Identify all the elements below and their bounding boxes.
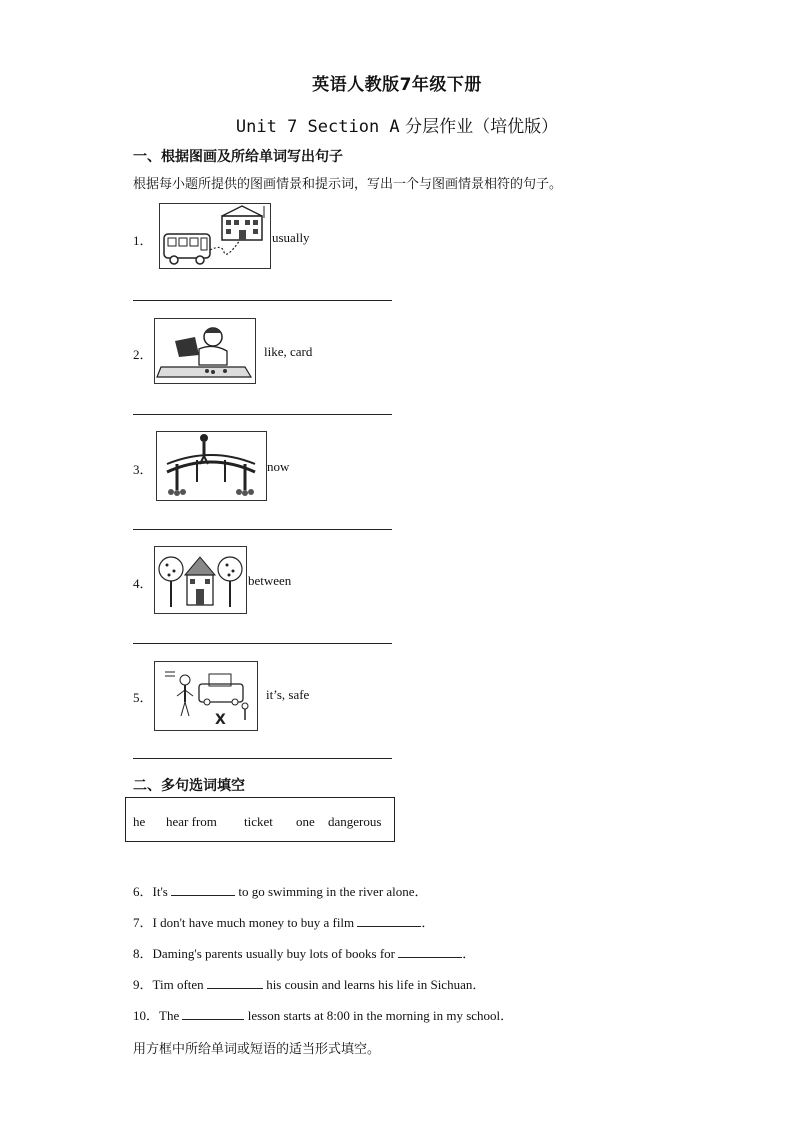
section2-heading: 二、多句选词填空 xyxy=(133,778,245,794)
fill-blank[interactable] xyxy=(207,977,263,989)
question-text: Daming's parents usually buy lots of books for xyxy=(152,946,399,961)
section1-heading: 一、根据图画及所给单词写出句子 xyxy=(133,149,343,165)
question-text: ． xyxy=(421,915,435,930)
question-number: 8． xyxy=(133,946,153,961)
question-number: 10． xyxy=(133,1008,160,1023)
question-9 xyxy=(133,974,485,993)
item-hint: it’s, safe xyxy=(266,687,310,702)
item-number: 4． xyxy=(133,576,153,591)
kids-crossing-road-picture xyxy=(154,661,258,731)
question-text: I don't have much money to buy a film xyxy=(152,915,358,930)
question-number: 6． xyxy=(133,884,153,899)
fill-blank[interactable] xyxy=(357,915,421,927)
fill-blank[interactable] xyxy=(182,1008,244,1020)
word-option: hear from xyxy=(166,814,217,829)
bus-to-school-picture xyxy=(159,203,271,269)
question-text: lesson starts at 8:00 in the morning in my school． xyxy=(244,1008,514,1023)
item-number: 1． xyxy=(133,233,153,248)
item-hint: between xyxy=(248,573,292,588)
subtitle-level: 分层作业（培优版） xyxy=(405,117,559,137)
subtitle-unit: Unit 7 Section A xyxy=(235,117,400,137)
page-subtitle xyxy=(0,112,794,137)
svg-text:X: X xyxy=(215,712,226,728)
answer-line[interactable] xyxy=(133,529,392,530)
boy-making-card-picture xyxy=(154,318,256,384)
item-number: 3． xyxy=(133,462,153,477)
question-text: Tim often xyxy=(152,977,207,992)
question-text: It's xyxy=(152,884,172,899)
question-text: his cousin and learns his life in Sichuan． xyxy=(262,977,486,992)
word-option: dangerous xyxy=(328,814,382,829)
section1-instruction: 根据每小题所提供的图画情景和提示词，写出一个与图画情景相符的句子。 xyxy=(133,177,563,192)
word-option: ticket xyxy=(244,814,273,829)
question-number: 9． xyxy=(133,977,153,992)
question-number: 7． xyxy=(133,915,153,930)
section2-footer: 用方框中所给单词或短语的适当形式填空。 xyxy=(133,1042,381,1057)
fill-blank[interactable] xyxy=(171,884,235,896)
item-hint: like, card xyxy=(264,344,313,359)
question-text: to go swimming in the river alone． xyxy=(235,884,428,899)
item-hint: now xyxy=(267,459,290,474)
answer-line[interactable] xyxy=(133,300,392,301)
word-option: he xyxy=(133,814,146,829)
question-text: ． xyxy=(462,946,476,961)
answer-line[interactable] xyxy=(133,758,392,759)
answer-line[interactable] xyxy=(133,643,392,644)
item-hint: usually xyxy=(272,230,310,245)
word-option: one xyxy=(296,814,315,829)
item-number: 5． xyxy=(133,690,153,705)
question-10 xyxy=(133,1005,513,1024)
person-crossing-bridge-picture xyxy=(156,431,267,501)
fill-blank[interactable] xyxy=(398,946,462,958)
house-between-trees-picture xyxy=(154,546,247,614)
item-number: 2． xyxy=(133,347,153,362)
question-8 xyxy=(133,943,475,962)
question-7 xyxy=(133,912,434,931)
answer-line[interactable] xyxy=(133,414,392,415)
page-title: 英语人教版7年级下册 xyxy=(312,75,482,95)
question-6 xyxy=(133,881,428,900)
word-bank-box xyxy=(125,797,395,842)
question-text: The xyxy=(159,1008,183,1023)
